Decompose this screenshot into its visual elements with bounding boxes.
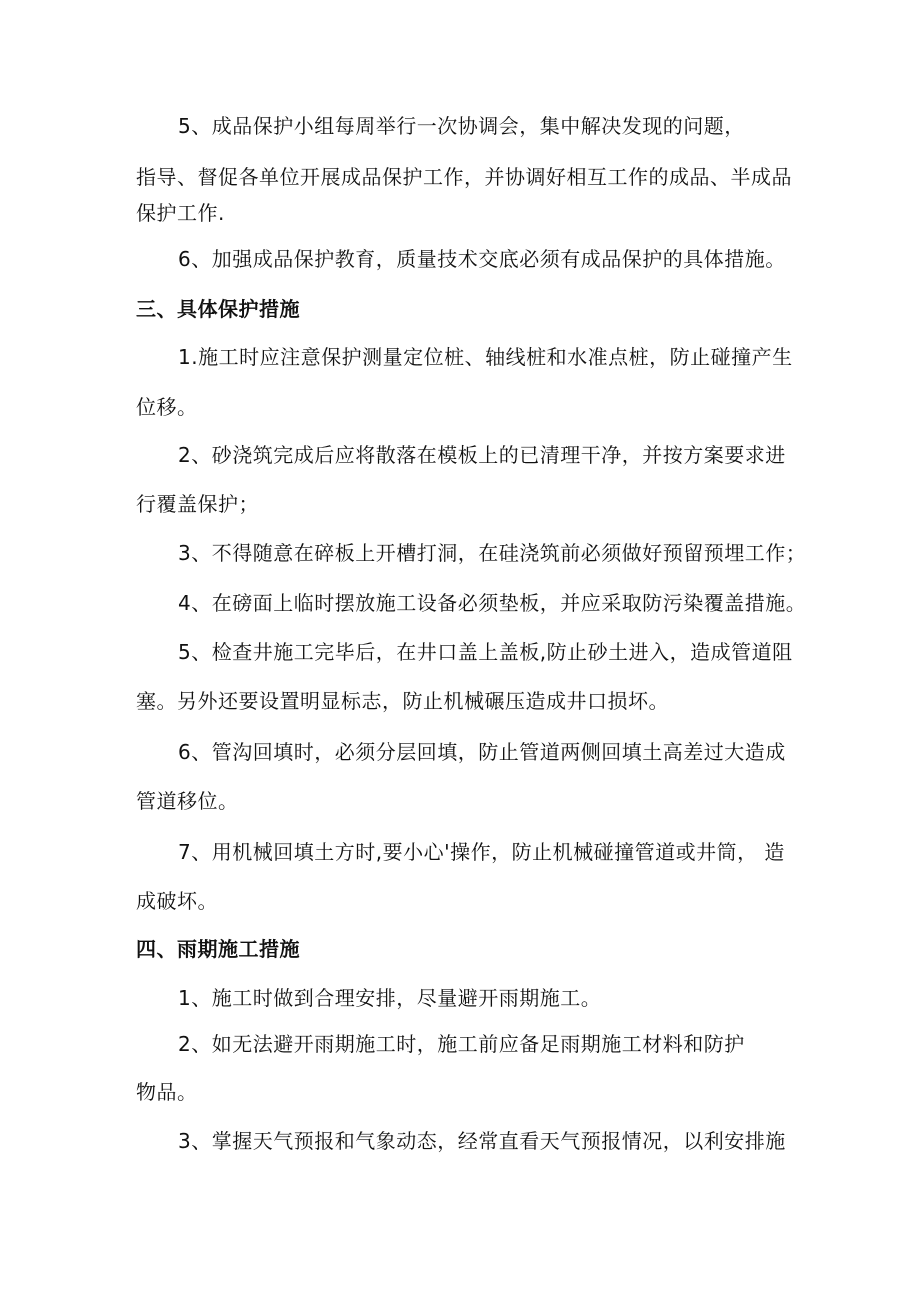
paragraph-line: 物品。 — [136, 1080, 198, 1104]
paragraph-line: 3、掌握天气预报和气象动态，经常直看天气预报情况，以利安排施 — [178, 1129, 786, 1153]
paragraph-line: 6、加强成品保护教育，质量技术交底必须有成品保护的具体措施。 — [178, 247, 786, 271]
section-heading: 三、具体保护措施 — [136, 297, 300, 321]
paragraph-line: 1.施工时应注意保护测量定位桩、轴线桩和水准点桩，防止碰撞产生 — [178, 345, 793, 369]
paragraph-line: 2、如无法避开雨期施工时，施工前应备足雨期施工材料和防护 — [178, 1032, 745, 1056]
paragraph-line: 成破坏。 — [136, 889, 218, 913]
paragraph-line: 7、用机械回填土方时,要小心'操作，防止机械碰撞管道或井筒， 造 — [178, 840, 785, 864]
paragraph-line: 行覆盖保护； — [136, 492, 259, 516]
paragraph-line: 保护工作. — [136, 201, 225, 225]
paragraph-line: 4、在磅面上临时摆放施工设备必须垫板，并应采取防污染覆盖措施。 — [178, 591, 807, 615]
paragraph-line: 1、施工时做到合理安排，尽量避开雨期施工。 — [178, 986, 602, 1010]
paragraph-line: 塞。另外还要设置明显标志，防止机械碾压造成井口损坏。 — [136, 689, 669, 713]
paragraph-line: 管道移位。 — [136, 789, 239, 813]
paragraph-line: 3、不得随意在碎板上开槽打洞，在硅浇筑前必须做好预留预埋工作； — [178, 541, 807, 565]
paragraph-line: 2、砂浇筑完成后应将散落在模板上的已清理干净，并按方案要求进 — [178, 443, 786, 467]
paragraph-line: 指导、督促各单位开展成品保护工作，并协调好相互工作的成品、半成品 — [136, 165, 792, 189]
paragraph-line: 位移。 — [136, 395, 198, 419]
paragraph-line: 5、成品保护小组每周举行一次协调会，集中解决发现的问题， — [178, 114, 745, 138]
section-heading: 四、雨期施工措施 — [136, 937, 300, 961]
paragraph-line: 5、检查井施工完毕后，在井口盖上盖板,防止砂土进入，造成管道阻 — [178, 640, 793, 664]
paragraph-line: 6、管沟回填时，必须分层回填，防止管道两侧回填土高差过大造成 — [178, 740, 786, 764]
